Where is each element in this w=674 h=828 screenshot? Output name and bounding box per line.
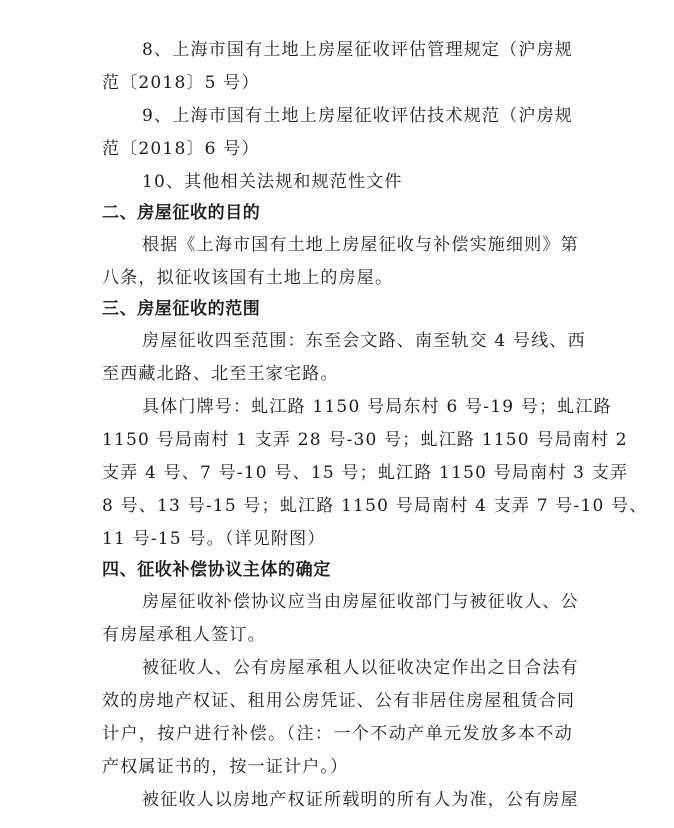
text-line: 具体门牌号：虬江路 1150 号局东村 6 号-19 号；虬江路 [142, 397, 612, 417]
text-line: 1150 号局南村 1 支弄 28 号-30 号；虬江路 1150 号局南村 2 [102, 430, 628, 450]
text-line: 被征收人、公有房屋承租人以征收决定作出之日合法有 [142, 658, 579, 678]
section-heading: 二、房屋征收的目的 [102, 203, 261, 223]
text-line: 八条，拟征收该国有土地上的房屋。 [102, 268, 394, 288]
text-line: 根据《上海市国有土地上房屋征收与补偿实施细则》第 [142, 235, 579, 255]
text-line: 10、其他相关法规和规范性文件 [142, 172, 403, 192]
text-line: 8、上海市国有土地上房屋征收评估管理规定（沪房规 [142, 40, 573, 60]
text-line: 至西藏北路、北至王家宅路。 [102, 364, 339, 384]
text-line: 房屋征收补偿协议应当由房屋征收部门与被征收人、公 [142, 592, 579, 612]
text-line: 房屋征收四至范围：东至会文路、南至轨交 4 号线、西 [142, 331, 586, 351]
text-line: 计户，按户进行补偿。（注：一个不动产单元发放多本不动 [102, 724, 573, 744]
text-line: 8 号、13 号-15 号；虬江路 1150 号局南村 4 支弄 7 号-10 号、 [102, 496, 648, 516]
section-heading: 三、房屋征收的范围 [102, 299, 261, 319]
text-line: 9、上海市国有土地上房屋征收评估技术规范（沪房规 [142, 106, 573, 126]
text-line: 范〔2018〕5 号） [102, 73, 260, 93]
text-line: 有房屋承租人签订。 [102, 625, 266, 645]
text-line: 被征收人以房地产权证所载明的所有人为准，公有房屋 [142, 790, 579, 810]
text-line: 效的房地产权证、租用公房凭证、公有非居住房屋租赁合同 [102, 691, 576, 711]
text-line: 范〔2018〕6 号） [102, 139, 260, 159]
text-line: 产权属证书的，按一证计户。） [102, 757, 349, 777]
text-line: 支弄 4 号、7 号-10 号、15 号；虬江路 1150 号局南村 3 支弄 [102, 463, 629, 483]
text-line: 11 号-15 号。（详见附图） [102, 529, 326, 549]
section-heading: 四、征收补偿协议主体的确定 [102, 560, 331, 580]
